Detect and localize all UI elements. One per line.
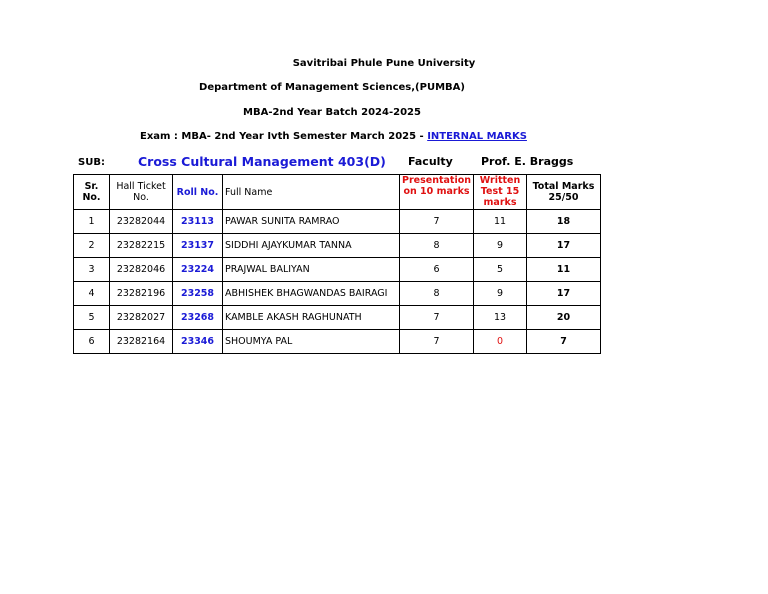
total-marks-cell: 17 [527, 234, 601, 258]
faculty-name: Prof. E. Braggs [481, 155, 574, 168]
marks-table [73, 174, 601, 354]
full-name-cell: PRAJWAL BALIYAN [223, 258, 400, 282]
col-written-label: Written Test 15 marks [479, 175, 521, 208]
hall-ticket-cell: 23282027 [110, 306, 173, 330]
total-marks-cell: 20 [527, 306, 601, 330]
table-row [74, 234, 601, 258]
hall-ticket-cell: 23282046 [110, 258, 173, 282]
exam-line [140, 131, 527, 142]
table-row [74, 210, 601, 234]
col-full-name: Full Name [223, 175, 400, 210]
written-test-cell: 5 [474, 258, 527, 282]
hall-ticket-cell: 23282164 [110, 330, 173, 354]
table-row [74, 282, 601, 306]
total-marks-cell: 11 [527, 258, 601, 282]
written-test-cell: 11 [474, 210, 527, 234]
col-total-marks: Total Marks 25/50 [527, 175, 601, 210]
full-name-cell: ABHISHEK BHAGWANDAS BAIRAGI [223, 282, 400, 306]
roll-no-cell: 23224 [173, 258, 223, 282]
presentation-cell: 7 [400, 306, 474, 330]
sr-no-cell: 2 [74, 234, 110, 258]
full-name-cell: SIDDHI AJAYKUMAR TANNA [223, 234, 400, 258]
written-test-cell: 13 [474, 306, 527, 330]
roll-no-cell: 23346 [173, 330, 223, 354]
internal-marks-link[interactable]: INTERNAL MARKS [427, 131, 527, 142]
table-header-row [74, 175, 601, 210]
presentation-cell: 8 [400, 234, 474, 258]
subject-row [78, 154, 598, 170]
col-presentation-label: Presentation on 10 marks [402, 175, 471, 197]
presentation-cell: 6 [400, 258, 474, 282]
written-test-cell: 9 [474, 234, 527, 258]
col-hall-ticket: Hall Ticket No. [110, 175, 173, 210]
col-written-test [474, 175, 527, 210]
table-row [74, 330, 601, 354]
presentation-cell: 7 [400, 330, 474, 354]
sr-no-cell: 3 [74, 258, 110, 282]
roll-no-cell: 23268 [173, 306, 223, 330]
sr-no-cell: 1 [74, 210, 110, 234]
department-title: Department of Management Sciences,(PUMBA) [199, 82, 465, 93]
col-sr-no: Sr. No. [74, 175, 110, 210]
sr-no-cell: 4 [74, 282, 110, 306]
roll-no-cell: 23137 [173, 234, 223, 258]
sr-no-cell: 5 [74, 306, 110, 330]
table-row [74, 258, 601, 282]
col-presentation [400, 175, 474, 210]
roll-no-cell: 23113 [173, 210, 223, 234]
written-test-cell: 9 [474, 282, 527, 306]
full-name-cell: PAWAR SUNITA RAMRAO [223, 210, 400, 234]
full-name-cell: KAMBLE AKASH RAGHUNATH [223, 306, 400, 330]
faculty-label: Faculty [408, 155, 453, 168]
total-marks-cell: 17 [527, 282, 601, 306]
hall-ticket-cell: 23282044 [110, 210, 173, 234]
roll-no-cell: 23258 [173, 282, 223, 306]
col-roll-no: Roll No. [173, 175, 223, 210]
exam-text: Exam : MBA- 2nd Year Ivth Semester March 2025 - [140, 131, 428, 142]
total-marks-cell: 18 [527, 210, 601, 234]
subject-label: SUB: [78, 157, 105, 168]
batch-title: MBA-2nd Year Batch 2024-2025 [243, 107, 421, 118]
subject-name: Cross Cultural Management 403(D) [138, 154, 386, 169]
presentation-cell: 8 [400, 282, 474, 306]
table-row [74, 306, 601, 330]
hall-ticket-cell: 23282196 [110, 282, 173, 306]
total-marks-cell: 7 [527, 330, 601, 354]
hall-ticket-cell: 23282215 [110, 234, 173, 258]
university-title: Savitribai Phule Pune University [292, 58, 476, 69]
sr-no-cell: 6 [74, 330, 110, 354]
full-name-cell: SHOUMYA PAL [223, 330, 400, 354]
presentation-cell: 7 [400, 210, 474, 234]
written-test-cell: 0 [474, 330, 527, 354]
